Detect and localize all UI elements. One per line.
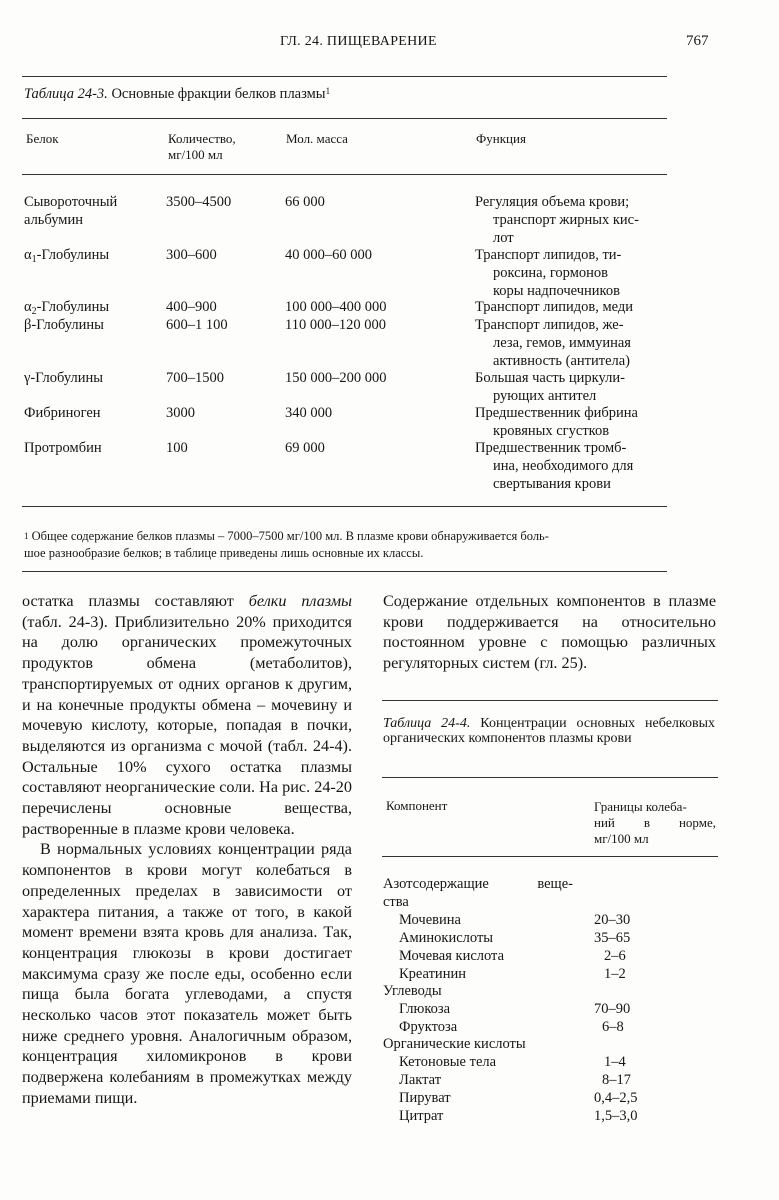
list-item	[399, 1054, 496, 1072]
table1-caption	[24, 86, 330, 103]
amount-cell: 3500–4500	[166, 194, 232, 210]
component-name: Глюкоза	[399, 1001, 451, 1017]
mass-cell: 69 000	[285, 440, 325, 456]
list-item	[399, 1108, 443, 1126]
protein-name: Фибриноген	[24, 405, 101, 421]
function-line: активность (антитела)	[493, 353, 631, 369]
function-cell: Транспорт липидов, меди	[475, 299, 634, 315]
mass-cell: 150 000–200 000	[285, 370, 387, 386]
function-line: Предшественник тромб-	[475, 440, 627, 456]
text-run: (табл. 24-3). Приблизительно 20% приходится на долю органических промежуточных продуктов обмена (метаболитов), транспортируемых от одних органов к другим, и на конечные продукты обмена – мочевину и мочевую кислоту, которые, попадая в почки, выделяются из организма с мочой (табл. 24-4). Остальные 10% сухого остатка плазмы составляют неорганические соли. На рис. 24-20 перечислены основные вещества, растворенные в плазме крови человека.	[22, 612, 352, 838]
protein-name-cont: альбумин	[24, 212, 83, 228]
protein-name: -Глобулины	[36, 247, 110, 263]
function-cell	[475, 316, 665, 370]
table2-header-bottom-rule	[382, 856, 718, 857]
function-cell	[475, 193, 665, 247]
function-line: Транспорт липидов, ти-	[475, 247, 622, 263]
list-item	[399, 930, 493, 948]
table1-footnote	[24, 528, 674, 562]
paragraph: Содержание отдельных компонентов в плазме крови поддерживается на относительно постоянном уровне с помощью различных регуляторных систем (гл. 25).	[383, 592, 716, 673]
right-column-text	[383, 591, 716, 674]
table-row	[24, 246, 109, 266]
list-item	[399, 948, 504, 966]
amount-cell: 300–600	[166, 247, 217, 263]
mass-cell: 110 000–120 000	[285, 317, 386, 333]
table1-caption-label: Таблица 24-3.	[24, 86, 108, 102]
running-header-title: ГЛ. 24. ПИЩЕВАРЕНИЕ	[280, 34, 437, 49]
protein-name: β-Глобулины	[24, 317, 104, 333]
protein-name-subscript: 1	[31, 254, 37, 265]
function-cell	[475, 246, 665, 300]
function-cell	[475, 439, 665, 493]
page-number: 767	[686, 33, 709, 49]
component-name: Мочевина	[399, 912, 461, 928]
function-line: Предшественник фибрина	[475, 405, 638, 421]
function-cell	[475, 369, 665, 405]
table2-header-range	[594, 799, 716, 847]
function-line: Транспорт липидов, же-	[475, 317, 624, 333]
component-name: Мочевая кислота	[399, 948, 505, 964]
list-item	[399, 966, 466, 984]
range-cell: 1–2	[604, 966, 626, 982]
header-line: мг/100 мл	[594, 831, 649, 846]
footnote-bottom-rule	[22, 571, 667, 572]
function-line: коры надпочечников	[493, 283, 620, 299]
table2-header-component: Компонент	[386, 798, 448, 813]
footnote-mark: 1	[24, 531, 29, 541]
group-heading	[383, 876, 573, 911]
table2-top-rule	[382, 700, 718, 701]
mass-cell: 100 000–400 000	[285, 299, 387, 315]
component-name: Цитрат	[399, 1108, 444, 1124]
table1-header-top-rule	[22, 118, 667, 119]
footnote-line: Общее содержание белков плазмы – 7000–7500 мг/100 мл. В плазме крови обнаруживается боль-	[31, 529, 549, 543]
table-row	[24, 193, 117, 229]
range-cell: 6–8	[602, 1019, 624, 1035]
group-name: Азотсодержащие веще-	[383, 876, 573, 892]
emphasis-term: белки плазмы	[248, 592, 352, 610]
protein-name-greek: α	[24, 299, 32, 315]
table1-caption-footnote-mark: 1	[325, 86, 331, 96]
component-name: Кетоновые тела	[399, 1054, 497, 1070]
table1-header-function: Функция	[476, 131, 526, 146]
function-line: транспорт жирных кис-	[493, 212, 639, 228]
table1-header-protein: Белок	[26, 131, 59, 146]
table-row	[24, 298, 109, 318]
range-cell: 70–90	[594, 1001, 631, 1017]
group-name-cont: ства	[383, 893, 409, 910]
table1-header-amount-label: Количество,	[168, 131, 236, 146]
protein-name: Протромбин	[24, 440, 102, 456]
table1-top-rule	[22, 76, 667, 77]
table1-header-amount-unit: мг/100 мл	[168, 147, 223, 162]
function-line: Регуляция объема крови;	[475, 194, 630, 210]
table2-caption-label: Таблица 24-4.	[383, 716, 471, 731]
list-item	[399, 1019, 457, 1037]
table1-bottom-rule	[22, 506, 667, 507]
table1-header-amount	[168, 131, 236, 163]
table2-caption	[383, 716, 715, 746]
mass-cell: 40 000–60 000	[285, 247, 372, 263]
table1-header-bottom-rule	[22, 174, 667, 175]
protein-name: Сывороточный	[24, 194, 118, 210]
text-run: остатка плазмы составляют	[22, 592, 249, 610]
component-name: Аминокислоты	[399, 930, 494, 946]
mass-cell: 66 000	[285, 194, 325, 210]
table1-header-mass: Мол. масса	[286, 131, 348, 146]
function-line: рующих антител	[493, 388, 597, 404]
range-cell: 2–6	[604, 948, 626, 964]
protein-name-greek: α	[24, 247, 32, 263]
function-line: ина, необходимого для	[493, 458, 634, 474]
component-name: Креатинин	[399, 966, 466, 982]
header-line: Границы колеба-	[594, 799, 687, 814]
table2-caption-text: Концентрации основных небелковых органических компонентов плазмы крови	[383, 716, 715, 746]
table2-header-top-rule	[382, 777, 718, 778]
function-line: лот	[493, 230, 514, 246]
amount-cell: 3000	[166, 405, 195, 421]
paragraph	[22, 591, 352, 839]
protein-name: γ-Глобулины	[24, 370, 103, 386]
list-item	[399, 1001, 450, 1019]
left-column-text	[22, 591, 352, 1109]
list-item	[399, 1090, 451, 1108]
function-cell	[475, 404, 665, 440]
footnote-line: шое разнообразие белков; в таблице приведены лишь основные их классы.	[24, 546, 424, 560]
component-name: Лактат	[399, 1072, 442, 1088]
group-name: Органические кислоты	[383, 1036, 526, 1052]
range-cell: 1,5–3,0	[594, 1108, 638, 1124]
header-line: ний в норме,	[594, 815, 716, 830]
function-line: кровяных сгустков	[493, 423, 610, 439]
list-item	[399, 1072, 441, 1090]
paragraph: В нормальных условиях концентрации ряда компонентов в крови могут колебаться в определенных пределах в зависимости от характера питания, а также от того, в какой момент времени взята кровь для анализа. Так, концентрация глюкозы в крови достигает максимума сразу же после еды, особенно если пища была богата углеводами, а спустя несколько часов этот показатель может быть ниже среднего уровня. Аналогичным образом, концентрация хиломикронов в крови подвержена колебаниям в промежутках между приемами пищи.	[22, 840, 352, 1107]
function-line: свертывания крови	[493, 476, 611, 492]
range-cell: 1–4	[604, 1054, 626, 1070]
range-cell: 0,4–2,5	[594, 1090, 638, 1106]
amount-cell: 400–900	[166, 299, 217, 315]
range-cell: 35–65	[594, 930, 631, 946]
list-item	[399, 912, 461, 930]
group-name: Углеводы	[383, 983, 442, 999]
component-name: Пируват	[399, 1090, 451, 1106]
range-cell: 8–17	[602, 1072, 631, 1088]
component-name: Фруктоза	[399, 1019, 458, 1035]
mass-cell: 340 000	[285, 405, 333, 421]
protein-name-subscript: 2	[31, 306, 37, 317]
amount-cell: 600–1 100	[166, 317, 228, 333]
function-line: роксина, гормонов	[493, 265, 608, 281]
function-line: Большая часть циркули-	[475, 370, 625, 386]
amount-cell: 700–1500	[166, 370, 224, 386]
amount-cell: 100	[166, 440, 188, 456]
protein-name: -Глобулины	[36, 299, 110, 315]
table1-caption-text: Основные фракции белков плазмы	[111, 86, 326, 102]
range-cell: 20–30	[594, 912, 631, 928]
function-line: леза, гемов, иммуиная	[493, 335, 631, 351]
